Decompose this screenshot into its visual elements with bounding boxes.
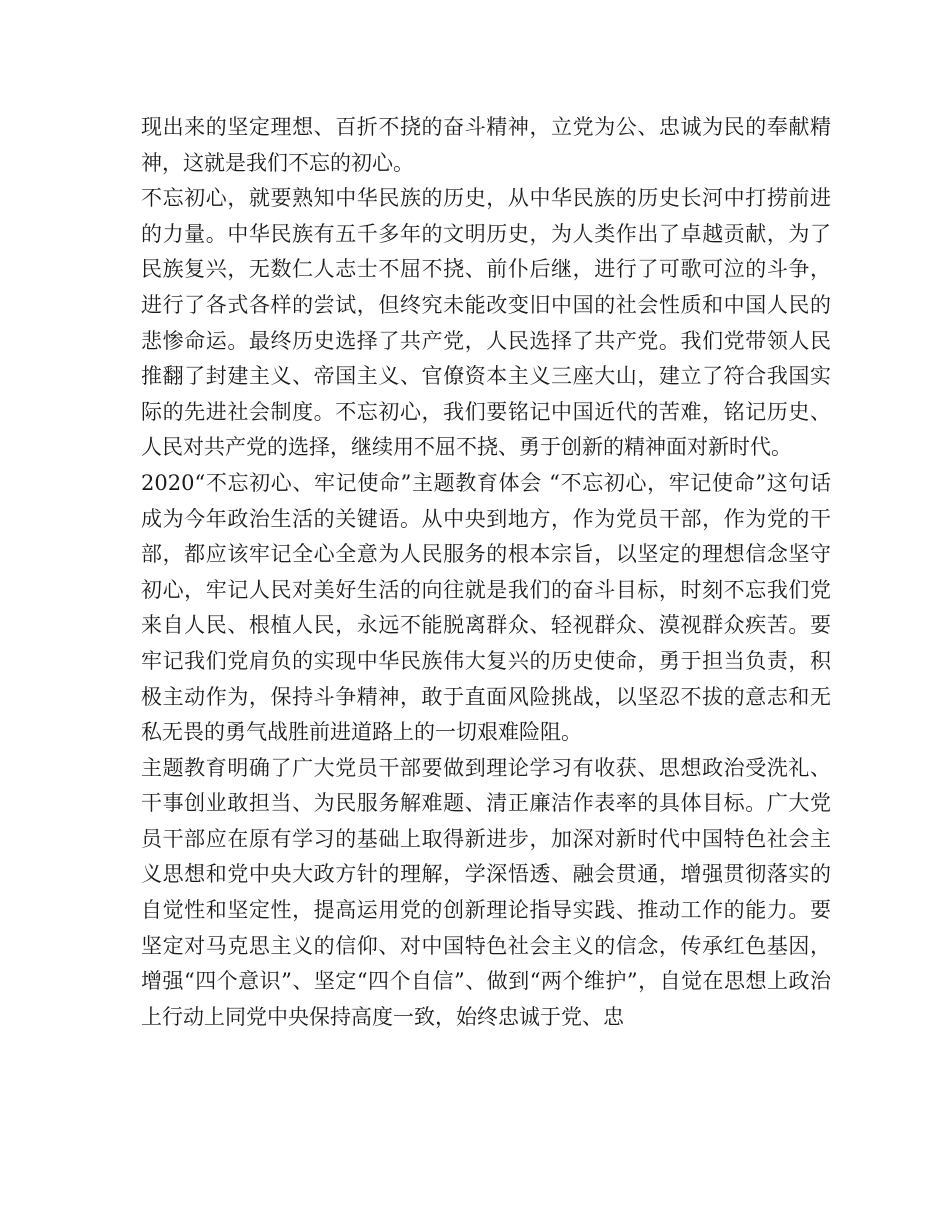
paragraph-4: 主题教育明确了广大党员干部要做到理论学习有收获、思想政治受洗礼、干事创业敢担当、为民服务解难题、清正廉洁作表率的具体目标。广大党员干部应在原有学习的基础上取得新进步，加深对新时代中国特色社会主义思想和党中央大政方针的理解，学深悟透、融会贯通，增强贯彻落实的自觉性和坚定性，提高运用党的创新理论指导实践、推动工作的能力。要坚定对马克思主义的信仰、对中国特色社会主义的信念，传承红色基因，增强“四个意识”、坚定“四个自信”、做到“两个维护”，自觉在思想上政治上行动上同党中央保持高度一致，始终忠诚于党、忠 [141, 755, 831, 1029]
document-body [141, 110, 831, 1035]
paragraph-1: 现出来的坚定理想、百折不挠的奋斗精神，立党为公、忠诚为民的奉献精神，这就是我们不忘的初心。 [141, 115, 831, 175]
paragraph-3: 2020“不忘初心、牢记使命”主题教育体会 “不忘初心，牢记使命”这句话成为今年政治生活的关键语。从中央到地方，作为党员干部，作为党的干部，都应该牢记全心全意为人民服务的根本宗旨，以坚定的理想信念坚守初心，牢记人民对美好生活的向往就是我们的奋斗目标，时刻不忘我们党来自人民、根植人民，永远不能脱离群众、轻视群众、漠视群众疾苦。要牢记我们党肩负的实现中华民族伟大复兴的历史使命，勇于担当负责，积极主动作为，保持斗争精神，敢于直面风险挑战，以坚忍不拔的意志和无私无畏的勇气战胜前进道路上的一切艰难险阻。 [141, 470, 831, 745]
paragraph-2: 不忘初心，就要熟知中华民族的历史，从中华民族的历史长河中打捞前进的力量。中华民族有五千多年的文明历史，为人类作出了卓越贡献，为了民族复兴，无数仁人志士不屈不挠、前仆后继，进行了可歌可泣的斗争，进行了各式各样的尝试，但终究未能改变旧中国的社会性质和中国人民的悲惨命运。最终历史选择了共产党，人民选择了共产党。我们党带领人民推翻了封建主义、帝国主义、官僚资本主义三座大山，建立了符合我国实际的先进社会制度。不忘初心，我们要铭记中国近代的苦难，铭记历史、人民对共产党的选择，继续用不屈不挠、勇于创新的精神面对新时代。 [141, 186, 831, 460]
